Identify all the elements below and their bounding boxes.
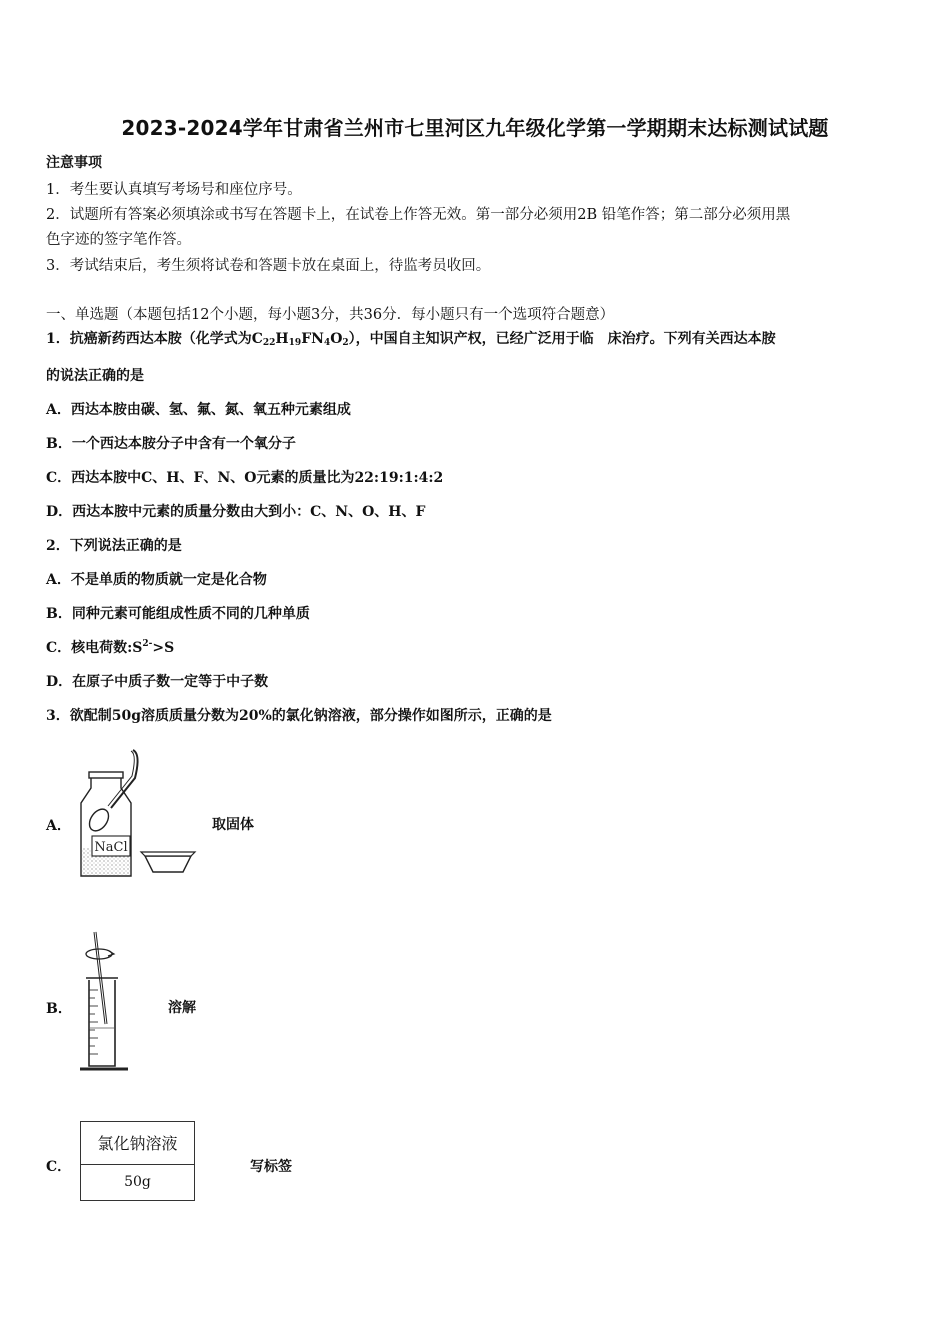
q2-option-d: D．在原子中质子数一定等于中子数 (46, 674, 269, 690)
label-solution-name: 氯化钠溶液 (81, 1122, 194, 1165)
graduated-cylinder-illustration (74, 928, 134, 1074)
q3-option-a-letter: A． (46, 818, 71, 834)
notice-item-1: 1．考生要认真填写考场号和座位序号。 (46, 182, 302, 198)
q2-option-c: C．核电荷数$:S^{2-}>S$ (46, 639, 175, 656)
q2-stem: 2．下列说法正确的是 (46, 538, 182, 554)
reagent-bottle-spoon-illustration (75, 748, 200, 880)
q2-option-b: B．同种元素可能组成性质不同的几种单质 (46, 606, 310, 622)
label-solution-mass: 50g (124, 1174, 151, 1190)
q1-stem: 1．抗癌新药西达本胺（化学式为$C_{22}H_{19}FN_4O_2$），中国自主知识产权，已经广泛用于临 床治疗。下列有关西达本胺 (46, 331, 776, 348)
q3-option-c-caption: 写标签 (250, 1159, 292, 1175)
q1-option-d: D．西达本胺中元素的质量分数由大到小：C、N、O、H、F (46, 504, 426, 520)
solution-label-illustration (80, 1121, 195, 1201)
q3-option-b-letter: B． (46, 1001, 72, 1017)
q2-option-a: A．不是单质的物质就一定是化合物 (46, 572, 267, 588)
notice-heading: 注意事项 (46, 155, 102, 171)
page-title: 2023-2024学年甘肃省兰州市七里河区九年级化学第一学期期末达标测试试题 (121, 116, 829, 140)
q3-option-a-caption: 取固体 (212, 817, 254, 833)
notice-item-3: 3．考试结束后，考生须将试卷和答题卡放在桌面上，待监考员收回。 (46, 258, 491, 274)
notice-item-2: 2．试题所有答案必须填涂或书写在答题卡上，在试卷上作答无效。第一部分必须用2B 铅笔作答；第二部分必须用黑 (46, 207, 791, 223)
q3-option-c-letter: C． (46, 1159, 72, 1175)
notice-item-2-cont: 色字迹的签字笔作答。 (46, 232, 191, 248)
bottle-label-text: NaCl (94, 840, 128, 855)
section-heading: 一、单选题（本题包括12个小题，每小题3分，共36分．每小题只有一个选项符合题意） (46, 307, 615, 323)
q1-stem-cont: 的说法正确的是 (46, 368, 144, 384)
q1-option-b: B．一个西达本胺分子中含有一个氧分子 (46, 436, 296, 452)
q1-option-c: C．西达本胺中C、H、F、N、O元素的质量比为22:19:1:4:2 (46, 470, 444, 486)
q1-option-a: A．西达本胺由碳、氢、氟、氮、氧五种元素组成 (46, 402, 351, 418)
q3-option-b-caption: 溶解 (168, 1000, 196, 1016)
q3-stem: 3．欲配制50g溶质质量分数为20%的氯化钠溶液，部分操作如图所示，正确的是 (46, 708, 552, 724)
